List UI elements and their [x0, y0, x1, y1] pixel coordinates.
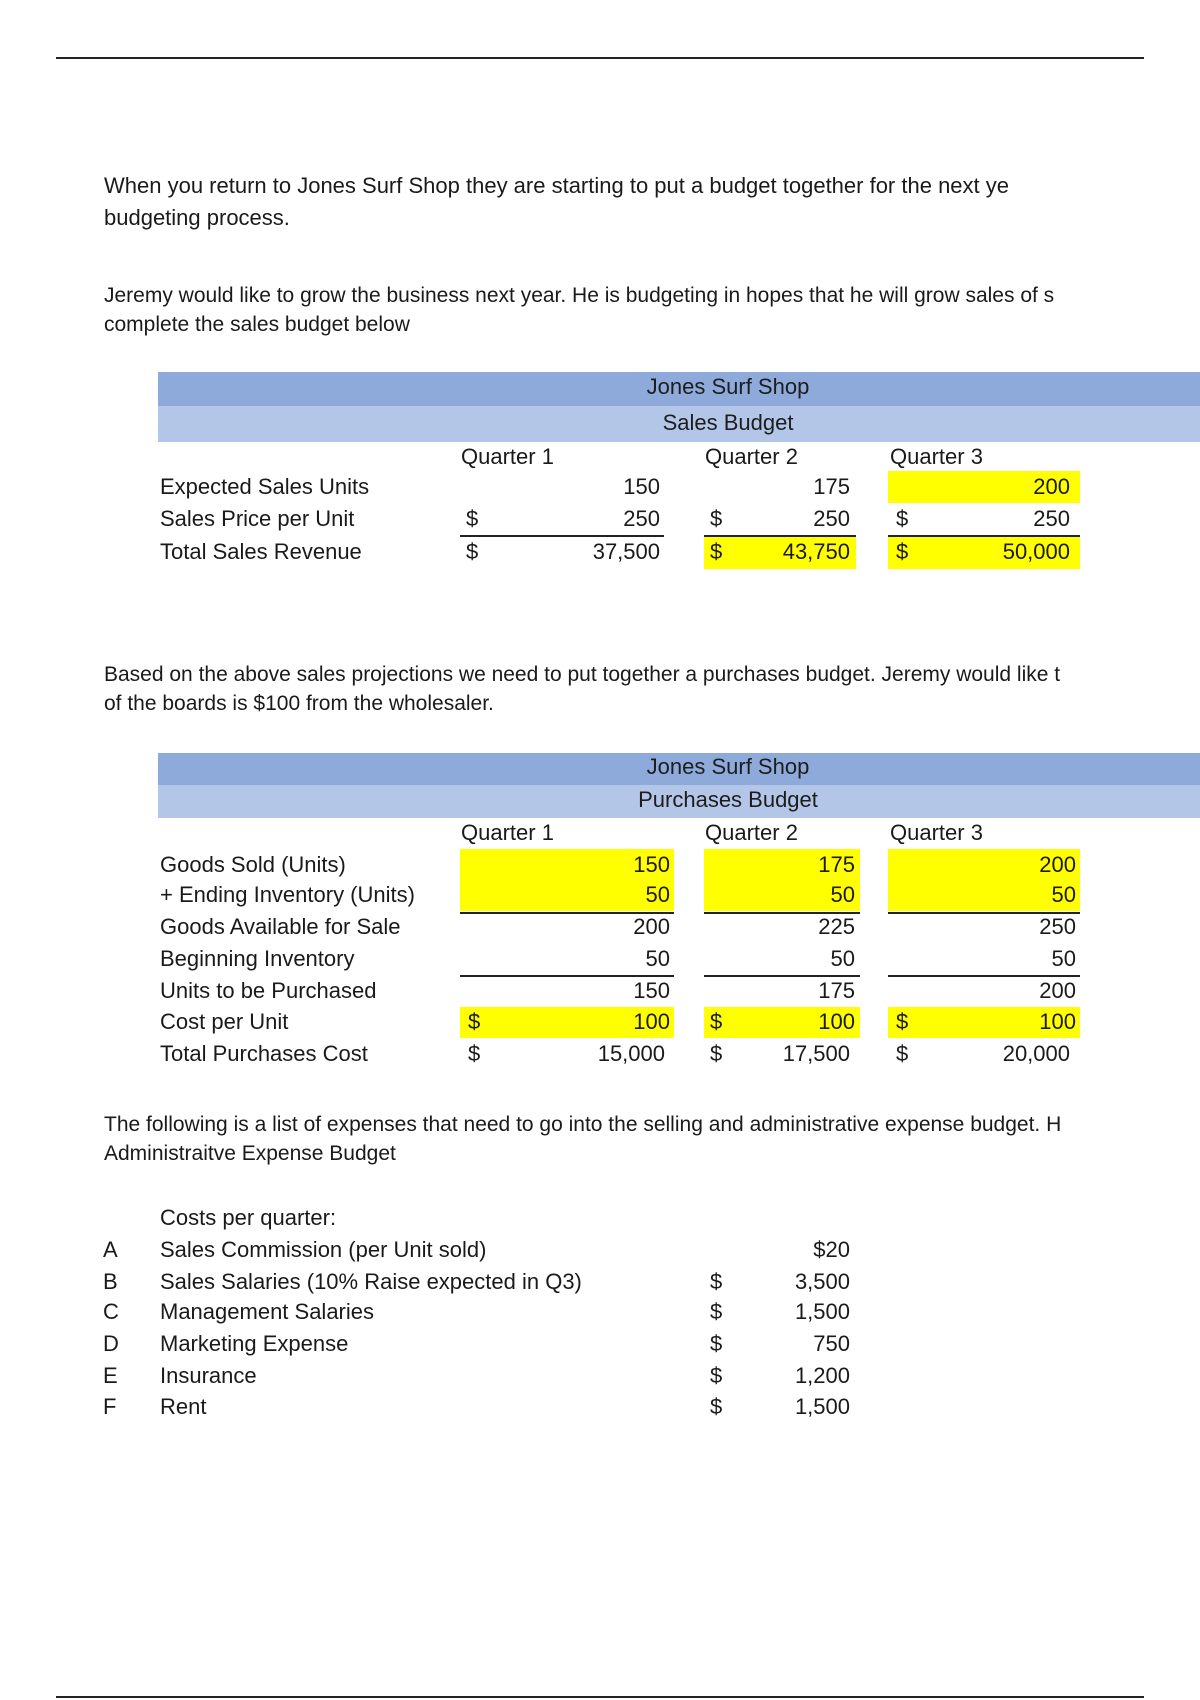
expense-value: $20 — [813, 1237, 850, 1262]
sales-q3-value: 250 — [1033, 506, 1070, 531]
purchases-q2-value: 50 — [830, 882, 855, 907]
sales-q1-value: 250 — [623, 506, 660, 531]
purchases-q3-value: 200 — [1039, 852, 1076, 877]
expense-label: Insurance — [160, 1363, 257, 1388]
purchases-q2-value: 175 — [818, 978, 855, 1003]
purchases-row-label: + Ending Inventory (Units) — [160, 882, 415, 907]
sales-row-label: Expected Sales Units — [160, 474, 370, 499]
purchases-prompt-line-2: of the boards is $100 from the wholesaler. — [104, 692, 494, 715]
purchases-q2-currency: $ — [710, 1009, 723, 1034]
expense-label: Rent — [160, 1394, 207, 1419]
purchases-prompt-line-1: Based on the above sales projections we need to put together a purchases budget. Jeremy would like t — [104, 663, 1061, 686]
purchases-row-label: Cost per Unit — [160, 1009, 289, 1034]
purchases-q1-value: 200 — [633, 914, 670, 939]
expense-value: 1,500 — [794, 1299, 850, 1324]
purchases-budget-company-band — [158, 753, 1200, 785]
intro-paragraph — [104, 170, 1104, 234]
sales-q2-value: 250 — [813, 506, 850, 531]
expense-label: Sales Commission (per Unit sold) — [160, 1237, 487, 1262]
expense-prompt-paragraph — [104, 1110, 1104, 1168]
purchases-q3-value: 50 — [1051, 946, 1076, 971]
top-rule — [56, 57, 1144, 59]
expense-letter: E — [103, 1363, 118, 1388]
sales-q3-currency: $ — [896, 506, 909, 531]
sales-q1-currency: $ — [466, 506, 479, 531]
purchases-q2-currency: $ — [710, 1041, 723, 1066]
purchases-budget-title-band — [158, 785, 1200, 818]
expense-currency: $ — [710, 1331, 723, 1356]
sales-q1-currency: $ — [466, 539, 479, 564]
purchases-q1-value: 50 — [645, 882, 670, 907]
purchases-q1-value: 150 — [633, 852, 670, 877]
sales-prompt-line-1: Jeremy would like to grow the business next year. He is budgeting in hopes that he will grow sales of s — [104, 284, 1055, 307]
sales-budget-company-band — [158, 372, 1200, 406]
expense-label: Sales Salaries (10% Raise expected in Q3) — [160, 1269, 582, 1294]
purchases-q3-currency: $ — [896, 1041, 909, 1066]
expense-label: Marketing Expense — [160, 1331, 349, 1356]
expense-prompt-line-1: The following is a list of expenses that need to go into the selling and administrative expense budget. H — [104, 1113, 1062, 1136]
purchases-q1-currency: $ — [468, 1009, 481, 1034]
purchases-q2-value: 17,500 — [782, 1041, 850, 1066]
purchases-quarter-1-header: Quarter 1 — [461, 820, 554, 845]
purchases-q1-value: 150 — [633, 978, 670, 1003]
purchases-q1-value: 15,000 — [597, 1041, 665, 1066]
sales-quarter-1-header: Quarter 1 — [461, 444, 554, 469]
purchases-row-label: Goods Sold (Units) — [160, 852, 346, 877]
purchases-q3-value: 200 — [1039, 978, 1076, 1003]
sales-q3-value: 50,000 — [1002, 539, 1070, 564]
expense-value: 750 — [813, 1331, 850, 1356]
purchases-budget-company: Jones Surf Shop — [646, 754, 810, 779]
purchases-q2-value: 175 — [818, 852, 855, 877]
expense-value: 3,500 — [794, 1269, 850, 1294]
sales-q2-currency: $ — [710, 506, 723, 531]
expense-letter: F — [103, 1394, 117, 1419]
intro-line-2: budgeting process. — [104, 205, 290, 230]
expense-value: 1,200 — [794, 1363, 850, 1388]
sales-q1-value: 37,500 — [592, 539, 660, 564]
sales-row-label: Total Sales Revenue — [160, 539, 362, 564]
intro-line-1: When you return to Jones Surf Shop they are starting to put a budget together for the next ye — [104, 173, 1009, 198]
purchases-q3-currency: $ — [896, 1009, 909, 1034]
purchases-q1-value: 50 — [645, 946, 670, 971]
purchases-quarter-3-header: Quarter 3 — [890, 820, 983, 845]
expense-currency: $ — [710, 1269, 723, 1294]
sales-row-label: Sales Price per Unit — [160, 506, 355, 531]
sales-budget-company: Jones Surf Shop — [646, 374, 810, 399]
purchases-q1-value: 100 — [633, 1009, 670, 1034]
expense-prompt-line-2: Administraitve Expense Budget — [104, 1142, 396, 1165]
expense-currency: $ — [710, 1363, 723, 1388]
sales-budget-title-band — [158, 406, 1200, 442]
purchases-q2-value: 50 — [830, 946, 855, 971]
sales-quarter-3-header: Quarter 3 — [890, 444, 983, 469]
purchases-budget-title: Purchases Budget — [638, 787, 818, 812]
sales-prompt-paragraph — [104, 281, 1104, 339]
purchases-quarter-2-header: Quarter 2 — [705, 820, 798, 845]
expense-currency: $ — [710, 1299, 723, 1324]
sales-q1-value: 150 — [623, 474, 660, 499]
purchases-q2-value: 100 — [818, 1009, 855, 1034]
sales-q3-currency: $ — [896, 539, 909, 564]
sales-q2-value: 43,750 — [782, 539, 850, 564]
sales-q3-value: 200 — [1033, 474, 1070, 499]
expense-letter: B — [103, 1269, 118, 1294]
purchases-q2-value: 225 — [818, 914, 855, 939]
purchases-row-label: Units to be Purchased — [160, 978, 377, 1003]
purchases-row-label: Beginning Inventory — [160, 946, 355, 971]
purchases-q3-value: 250 — [1039, 914, 1076, 939]
purchases-q3-value: 50 — [1051, 882, 1076, 907]
sales-q2-value: 175 — [813, 474, 850, 499]
purchases-row-label: Goods Available for Sale — [160, 914, 401, 939]
purchases-q3-value: 20,000 — [1002, 1041, 1070, 1066]
expense-letter: A — [103, 1237, 118, 1262]
sales-budget-title: Sales Budget — [662, 410, 794, 435]
purchases-prompt-paragraph — [104, 660, 1104, 718]
expense-letter: D — [103, 1331, 119, 1356]
purchases-row-label: Total Purchases Cost — [160, 1041, 368, 1066]
sales-q2-currency: $ — [710, 539, 723, 564]
expense-letter: C — [103, 1299, 119, 1324]
sales-prompt-line-2: complete the sales budget below — [104, 313, 410, 336]
expense-label: Management Salaries — [160, 1299, 375, 1324]
purchases-q1-currency: $ — [468, 1041, 481, 1066]
bottom-rule — [56, 1696, 1144, 1698]
purchases-q3-value: 100 — [1039, 1009, 1076, 1034]
expense-list-header: Costs per quarter: — [160, 1205, 337, 1230]
sales-quarter-2-header: Quarter 2 — [705, 444, 798, 469]
expense-value: 1,500 — [794, 1394, 850, 1419]
expense-currency: $ — [710, 1394, 723, 1419]
